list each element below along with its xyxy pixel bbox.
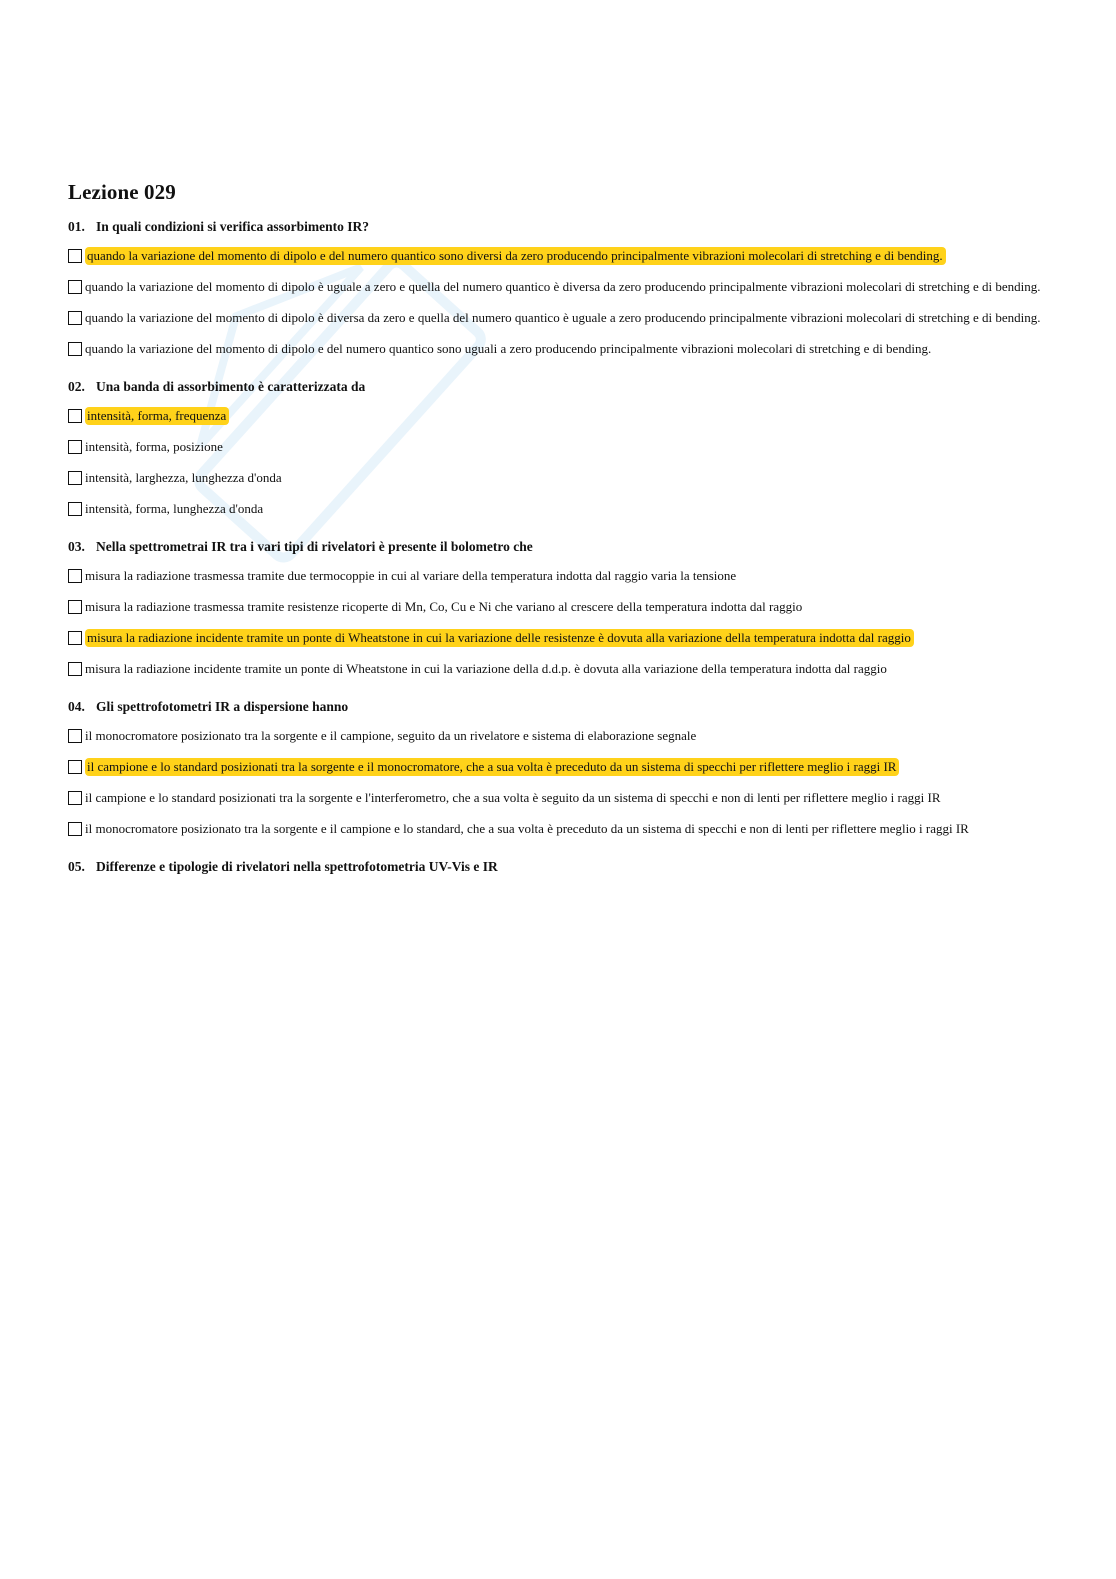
option-checkbox[interactable] [68, 760, 82, 774]
question-title [68, 539, 1046, 555]
answer-option [68, 278, 1046, 295]
document-content [68, 180, 1046, 897]
question-02 [68, 379, 1046, 517]
option-text: misura la radiazione trasmessa tramite resistenze ricoperte di Mn, Co, Cu e Ni che variano al crescere della temperatura indotta dal raggio [85, 599, 803, 614]
question-number: 04. [68, 699, 85, 714]
option-text: misura la radiazione trasmessa tramite due termocoppie in cui al variare della temperatura indotta dal raggio varia la tensione [85, 568, 737, 583]
question-number: 02. [68, 379, 85, 394]
option-text: intensità, forma, lunghezza d'onda [85, 501, 264, 516]
option-checkbox[interactable] [68, 822, 82, 836]
option-checkbox[interactable] [68, 440, 82, 454]
option-text: quando la variazione del momento di dipolo è diversa da zero e quella del numero quantico è uguale a zero producendo principalmente vibrazioni molecolari di stretching e di bending. [85, 310, 1041, 325]
option-text: quando la variazione del momento di dipolo e del numero quantico sono uguali a zero producendo principalmente vibrazioni molecolari di stretching e di bending. [85, 341, 932, 356]
answer-option [68, 340, 1046, 357]
option-text-correct: il campione e lo standard posizionati tra la sorgente e il monocromatore, che a sua volta è preceduto da un sistema di specchi per riflettere meglio i raggi IR [85, 758, 899, 776]
answer-option [68, 598, 1046, 615]
option-checkbox[interactable] [68, 409, 82, 423]
option-text-correct: intensità, forma, frequenza [85, 407, 229, 425]
question-number: 01. [68, 219, 85, 234]
answer-option [68, 500, 1046, 517]
option-checkbox[interactable] [68, 791, 82, 805]
answer-option [68, 789, 1046, 806]
question-text: In quali condizioni si verifica assorbimento IR? [96, 219, 370, 234]
answer-option [68, 247, 1046, 264]
answer-option [68, 758, 1046, 775]
answer-option [68, 629, 1046, 646]
option-text: quando la variazione del momento di dipolo è uguale a zero e quella del numero quantico è diversa da zero producendo principalmente vibrazioni molecolari di stretching e di bending. [85, 279, 1041, 294]
answer-option [68, 309, 1046, 326]
question-title [68, 699, 1046, 715]
question-01 [68, 219, 1046, 357]
option-checkbox[interactable] [68, 502, 82, 516]
question-title [68, 219, 1046, 235]
question-text: Differenze e tipologie di rivelatori nella spettrofotometria UV-Vis e IR [96, 859, 498, 874]
option-checkbox[interactable] [68, 311, 82, 325]
option-checkbox[interactable] [68, 600, 82, 614]
answer-option [68, 820, 1046, 837]
question-number: 03. [68, 539, 85, 554]
question-text: Gli spettrofotometri IR a dispersione hanno [96, 699, 349, 714]
question-number: 05. [68, 859, 85, 874]
option-checkbox[interactable] [68, 662, 82, 676]
answer-option [68, 567, 1046, 584]
option-text: intensità, larghezza, lunghezza d'onda [85, 470, 282, 485]
option-text-correct: misura la radiazione incidente tramite un ponte di Wheatstone in cui la variazione delle resistenze è dovuta alla variazione della temperatura indotta dal raggio [85, 629, 914, 647]
option-checkbox[interactable] [68, 729, 82, 743]
question-title [68, 379, 1046, 395]
answer-option [68, 407, 1046, 424]
answer-option [68, 660, 1046, 677]
question-text: Una banda di assorbimento è caratterizzata da [96, 379, 366, 394]
option-checkbox[interactable] [68, 342, 82, 356]
answer-option [68, 469, 1046, 486]
option-text: il monocromatore posizionato tra la sorgente e il campione, seguito da un rivelatore e sistema di elaborazione segnale [85, 728, 697, 743]
option-text: misura la radiazione incidente tramite un ponte di Wheatstone in cui la variazione della d.d.p. è dovuta alla variazione della temperatura indotta dal raggio [85, 661, 887, 676]
question-text: Nella spettrometrai IR tra i vari tipi di rivelatori è presente il bolometro che [96, 539, 533, 554]
option-checkbox[interactable] [68, 280, 82, 294]
answer-option [68, 438, 1046, 455]
answer-option [68, 727, 1046, 744]
option-text: il campione e lo standard posizionati tra la sorgente e l'interferometro, che a sua volta è seguito da un sistema di specchi e non di lenti per riflettere meglio i raggi IR [85, 790, 941, 805]
option-text-correct: quando la variazione del momento di dipolo e del numero quantico sono diversi da zero producendo principalmente vibrazioni molecolari di stretching e di bending. [85, 247, 946, 265]
question-05 [68, 859, 1046, 875]
option-checkbox[interactable] [68, 471, 82, 485]
question-04 [68, 699, 1046, 837]
lesson-title: Lezione 029 [68, 180, 176, 204]
option-text: intensità, forma, posizione [85, 439, 223, 454]
option-checkbox[interactable] [68, 249, 82, 263]
option-checkbox[interactable] [68, 631, 82, 645]
option-text: il monocromatore posizionato tra la sorgente e il campione e lo standard, che a sua volta è preceduto da un sistema di specchi e non di lenti per riflettere meglio i raggi IR [85, 821, 969, 836]
option-checkbox[interactable] [68, 569, 82, 583]
question-title [68, 859, 1046, 875]
question-03 [68, 539, 1046, 677]
